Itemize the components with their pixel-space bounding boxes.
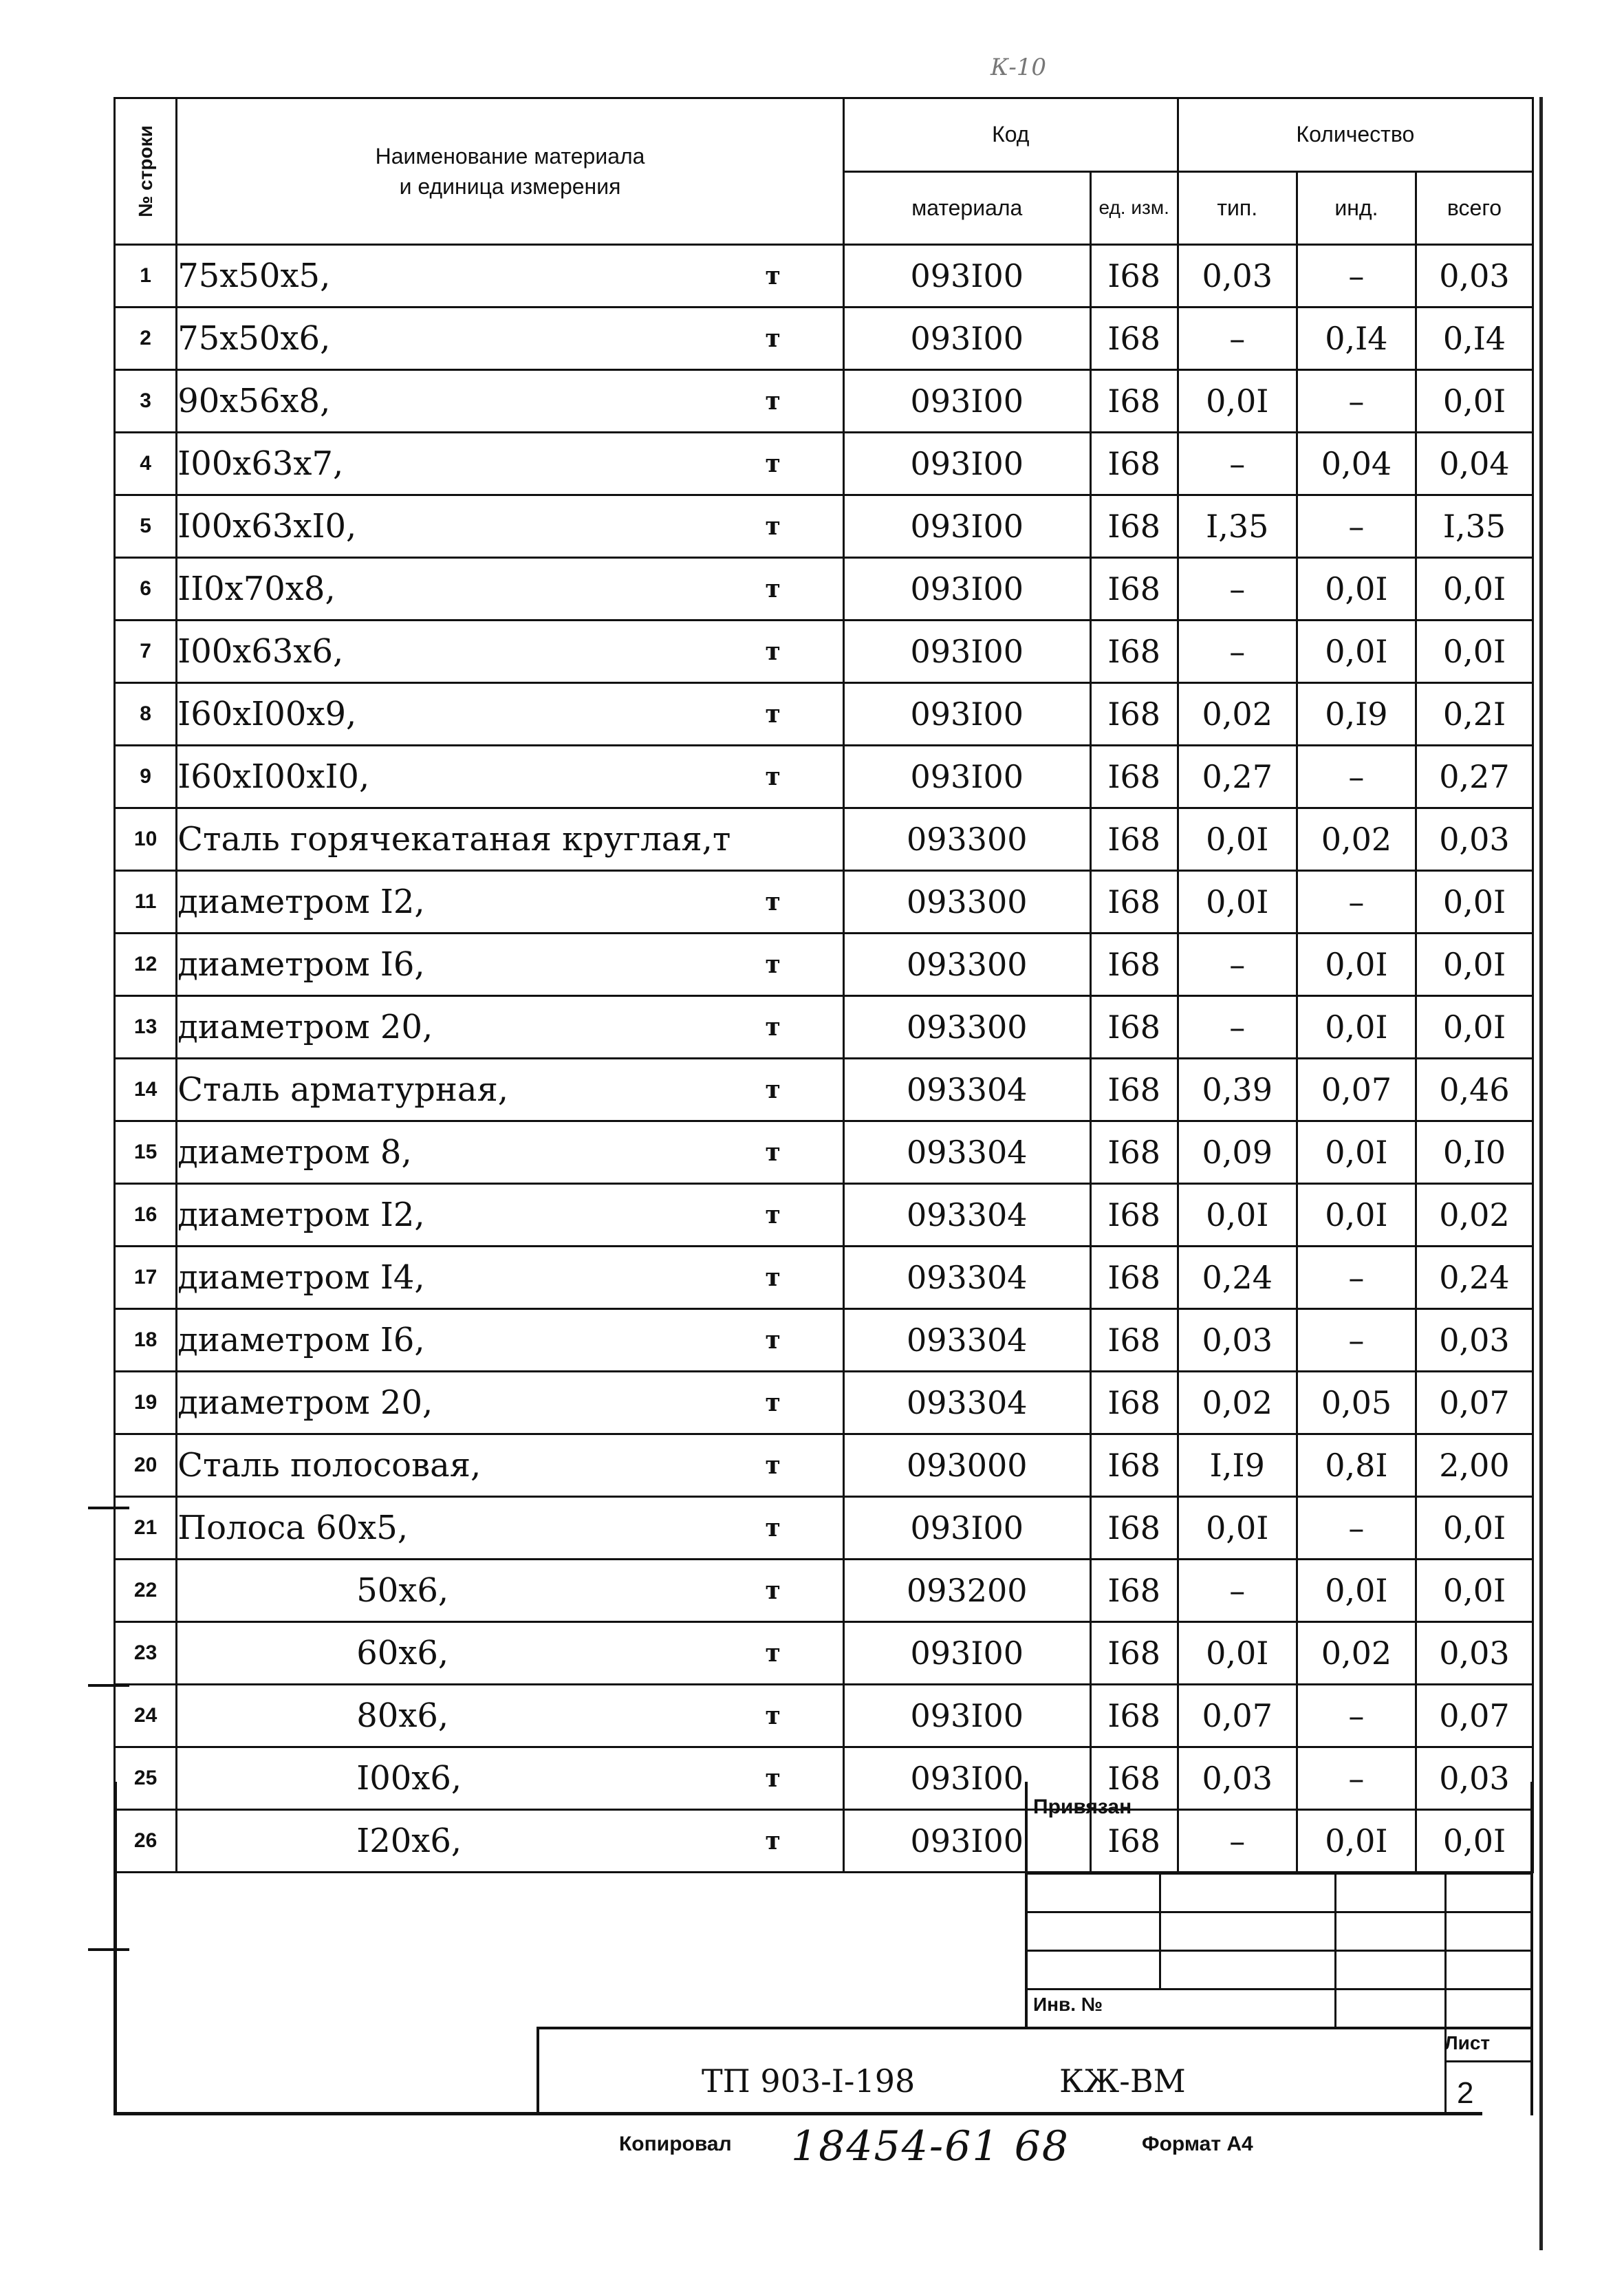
material-code: 093304 [843, 1059, 1090, 1121]
material-name-text: I60xI00x9, [177, 695, 357, 733]
sheet-label: Лист [1444, 2032, 1491, 2053]
table-row [115, 683, 1533, 746]
quantity-total: 0,27 [1416, 746, 1533, 808]
material-name [177, 808, 844, 871]
table-row [115, 370, 1533, 433]
table-row [115, 1560, 1533, 1622]
material-code: 093304 [843, 1184, 1090, 1247]
row-number: 11 [115, 871, 177, 934]
unit-code: I68 [1090, 370, 1178, 433]
quantity-typical: 0,09 [1178, 1121, 1297, 1184]
unit-code: I68 [1090, 495, 1178, 558]
quantity-individual: 0,02 [1297, 1622, 1416, 1685]
material-name [177, 495, 844, 558]
quantity-total: 0,24 [1416, 1247, 1533, 1309]
unit-mark: т [765, 1388, 781, 1417]
quantity-typical: 0,0I [1178, 370, 1297, 433]
quantity-typical: I,35 [1178, 495, 1297, 558]
document-designation: ТП 903-I-198 [702, 2062, 916, 2100]
material-name-text: I00x63x7, [177, 444, 344, 483]
material-name-text: I00x63xI0, [177, 507, 357, 546]
top-handwritten-mark: К-10 [990, 54, 1047, 81]
material-code: 093200 [843, 1560, 1090, 1622]
material-code: 093I00 [843, 558, 1090, 621]
unit-code: I68 [1090, 1622, 1178, 1685]
row-number: 20 [115, 1434, 177, 1497]
unit-mark: т [765, 261, 781, 290]
quantity-individual: 0,0I [1297, 1184, 1416, 1247]
row-number: 16 [115, 1184, 177, 1247]
quantity-typical: – [1178, 558, 1297, 621]
material-name-text: I00x63x6, [177, 632, 344, 671]
material-name-text: диаметром I4, [177, 1258, 425, 1297]
row-number: 24 [115, 1685, 177, 1747]
unit-mark: т [765, 574, 781, 603]
table-row [115, 1747, 1533, 1810]
table-row [115, 934, 1533, 996]
quantity-total: 2,00 [1416, 1434, 1533, 1497]
material-code: 093I00 [843, 1747, 1090, 1810]
unit-code: I68 [1090, 621, 1178, 683]
table-row [115, 495, 1533, 558]
unit-mark: т [765, 700, 781, 729]
unit-code: I68 [1090, 433, 1178, 495]
table-row [115, 1372, 1533, 1434]
title-block-left [537, 2027, 539, 2113]
quantity-total: 0,0I [1416, 996, 1533, 1059]
material-code: 093I00 [843, 433, 1090, 495]
material-name-text: I20x6, [356, 1822, 462, 1860]
table-row [115, 433, 1533, 495]
header-total: всего [1416, 171, 1533, 245]
material-name [177, 1434, 844, 1497]
quantity-typical: 0,27 [1178, 746, 1297, 808]
material-code: 093I00 [843, 308, 1090, 370]
table-row [115, 1434, 1533, 1497]
unit-mark: т [765, 1451, 781, 1480]
material-name-text: диаметром 20, [177, 1383, 433, 1422]
material-name-text: диаметром I6, [177, 1321, 425, 1359]
unit-mark: т [765, 887, 781, 916]
table-row [115, 1497, 1533, 1560]
quantity-individual: – [1297, 746, 1416, 808]
quantity-total: 0,0I [1416, 934, 1533, 996]
copied-by-label: Копировал [619, 2133, 732, 2155]
unit-mark: т [765, 512, 781, 541]
quantity-total: 0,I0 [1416, 1121, 1533, 1184]
row-number: 21 [115, 1497, 177, 1560]
quantity-total: 0,04 [1416, 433, 1533, 495]
frame-right [1530, 1782, 1533, 2115]
quantity-total: 0,03 [1416, 808, 1533, 871]
quantity-total: 0,03 [1416, 1747, 1533, 1810]
table-row [115, 871, 1533, 934]
unit-mark: т [765, 1013, 781, 1042]
quantity-individual: 0,0I [1297, 1810, 1416, 1873]
material-name-text: Сталь полосовая, [177, 1446, 481, 1485]
unit-code: I68 [1090, 1184, 1178, 1247]
header-unit: ед. изм. [1090, 171, 1178, 245]
table-row [115, 1184, 1533, 1247]
material-code: 093304 [843, 1247, 1090, 1309]
quantity-typical: 0,03 [1178, 245, 1297, 308]
material-name [177, 1747, 844, 1810]
quantity-individual: 0,04 [1297, 433, 1416, 495]
quantity-individual: – [1297, 1309, 1416, 1372]
material-name [177, 934, 844, 996]
material-name-text: диаметром I2, [177, 883, 425, 921]
quantity-typical: – [1178, 308, 1297, 370]
quantity-individual: – [1297, 495, 1416, 558]
format-label: Формат А4 [1142, 2133, 1253, 2155]
binding-divider [1444, 1873, 1447, 2112]
quantity-total: 0,07 [1416, 1685, 1533, 1747]
unit-mark: т [765, 762, 781, 791]
material-name-text: Сталь горячекатаная круглая,т [177, 820, 731, 859]
binding-label: Привязан [1033, 1796, 1132, 1818]
material-name [177, 1497, 844, 1560]
material-name [177, 245, 844, 308]
row-number: 18 [115, 1309, 177, 1372]
material-code: 093I00 [843, 370, 1090, 433]
material-code: 093I00 [843, 1622, 1090, 1685]
quantity-total: 0,2I [1416, 683, 1533, 746]
binding-line [1025, 1988, 1532, 1990]
material-name-text: 75x50x5, [177, 257, 331, 295]
unit-code: I68 [1090, 683, 1178, 746]
unit-mark: т [765, 324, 781, 353]
row-number: 15 [115, 1121, 177, 1184]
binding-block-left [1025, 1782, 1028, 2029]
quantity-individual: – [1297, 1747, 1416, 1810]
material-name [177, 746, 844, 808]
quantity-individual: 0,05 [1297, 1372, 1416, 1434]
quantity-typical: 0,0I [1178, 1622, 1297, 1685]
material-code: 093I00 [843, 746, 1090, 808]
sheet-divider [1444, 2060, 1533, 2062]
quantity-typical: 0,0I [1178, 1497, 1297, 1560]
material-code: 093304 [843, 1309, 1090, 1372]
unit-code: I68 [1090, 558, 1178, 621]
material-code: 093300 [843, 996, 1090, 1059]
table-row [115, 1059, 1533, 1121]
material-name-text: диаметром I2, [177, 1196, 425, 1234]
unit-mark: т [765, 1138, 781, 1167]
row-number: 1 [115, 245, 177, 308]
binding-divider [1334, 1873, 1336, 2029]
quantity-individual: – [1297, 1685, 1416, 1747]
quantity-typical: 0,02 [1178, 683, 1297, 746]
material-name [177, 871, 844, 934]
table-row [115, 245, 1533, 308]
quantity-typical: 0,03 [1178, 1309, 1297, 1372]
quantity-typical: 0,02 [1178, 1372, 1297, 1434]
material-code: 093I00 [843, 621, 1090, 683]
material-name [177, 1247, 844, 1309]
row-number: 5 [115, 495, 177, 558]
quantity-total: 0,03 [1416, 1309, 1533, 1372]
material-code: 093000 [843, 1434, 1090, 1497]
quantity-typical: 0,0I [1178, 1184, 1297, 1247]
material-name [177, 1810, 844, 1873]
material-name [177, 1560, 844, 1622]
frame-bottom [113, 2112, 1482, 2115]
row-number: 7 [115, 621, 177, 683]
quantity-individual: – [1297, 871, 1416, 934]
material-code: 093I00 [843, 245, 1090, 308]
unit-mark: т [765, 1576, 781, 1605]
row-number: 4 [115, 433, 177, 495]
quantity-total: 0,I4 [1416, 308, 1533, 370]
material-name [177, 1372, 844, 1434]
unit-code: I68 [1090, 871, 1178, 934]
binding-divider [1159, 1873, 1161, 1988]
row-number: 22 [115, 1560, 177, 1622]
material-name [177, 683, 844, 746]
material-code: 093300 [843, 871, 1090, 934]
quantity-individual: 0,8I [1297, 1434, 1416, 1497]
quantity-typical: – [1178, 433, 1297, 495]
quantity-total: 0,0I [1416, 558, 1533, 621]
material-name-text: диаметром I6, [177, 945, 425, 984]
material-code: 093I00 [843, 495, 1090, 558]
unit-code: I68 [1090, 1685, 1178, 1747]
quantity-individual: 0,0I [1297, 1121, 1416, 1184]
row-number: 9 [115, 746, 177, 808]
header-material-code: материала [843, 171, 1090, 245]
quantity-individual: 0,0I [1297, 934, 1416, 996]
material-name-text: 90x56x8, [177, 382, 331, 420]
material-name [177, 1309, 844, 1372]
drawing-code: КЖ-ВМ [1059, 2062, 1186, 2100]
material-name [177, 996, 844, 1059]
unit-mark: т [765, 1200, 781, 1229]
quantity-total: 0,03 [1416, 245, 1533, 308]
unit-code: I68 [1090, 808, 1178, 871]
material-name [177, 1184, 844, 1247]
table-row [115, 1685, 1533, 1747]
material-name-text: I00x6, [356, 1759, 462, 1798]
unit-mark: т [765, 1075, 781, 1104]
quantity-typical: 0,0I [1178, 808, 1297, 871]
material-name [177, 1685, 844, 1747]
unit-mark: т [765, 449, 781, 478]
quantity-typical: – [1178, 996, 1297, 1059]
material-name-text: диаметром 8, [177, 1133, 412, 1172]
row-number: 19 [115, 1372, 177, 1434]
unit-code: I68 [1090, 934, 1178, 996]
margin-tick [88, 1507, 129, 1509]
row-number: 6 [115, 558, 177, 621]
material-name [177, 558, 844, 621]
unit-code: I68 [1090, 1121, 1178, 1184]
material-code: 093304 [843, 1372, 1090, 1434]
quantity-total: 0,0I [1416, 1810, 1533, 1873]
quantity-typical: 0,39 [1178, 1059, 1297, 1121]
unit-mark: т [765, 1326, 781, 1355]
unit-code: I68 [1090, 1309, 1178, 1372]
material-name-text: диаметром 20, [177, 1008, 433, 1046]
quantity-individual: 0,I4 [1297, 308, 1416, 370]
quantity-individual: – [1297, 1497, 1416, 1560]
quantity-individual: – [1297, 245, 1416, 308]
inventory-label: Инв. № [1033, 1994, 1103, 2015]
unit-code: I68 [1090, 1247, 1178, 1309]
quantity-typical: 0,24 [1178, 1247, 1297, 1309]
material-name [177, 433, 844, 495]
unit-code: I68 [1090, 1372, 1178, 1434]
unit-mark: т [765, 1263, 781, 1292]
quantity-individual: – [1297, 370, 1416, 433]
quantity-total: 0,0I [1416, 1560, 1533, 1622]
quantity-typical: 0,0I [1178, 871, 1297, 934]
table-row [115, 621, 1533, 683]
quantity-total: 0,02 [1416, 1184, 1533, 1247]
header-quantity: Количество [1178, 98, 1533, 172]
unit-code: I68 [1090, 245, 1178, 308]
row-number: 12 [115, 934, 177, 996]
quantity-individual: 0,0I [1297, 558, 1416, 621]
row-number: 8 [115, 683, 177, 746]
material-name-text: Полоса 60x5, [177, 1509, 409, 1547]
table-row [115, 1121, 1533, 1184]
material-name-text: II0x70x8, [177, 570, 336, 608]
unit-mark: т [765, 1826, 781, 1855]
unit-code: I68 [1090, 1747, 1178, 1810]
unit-mark: т [765, 1513, 781, 1542]
quantity-typical: – [1178, 1560, 1297, 1622]
specification-table [113, 97, 1534, 1873]
unit-mark: т [765, 950, 781, 979]
unit-code: I68 [1090, 1810, 1178, 1873]
material-name [177, 370, 844, 433]
binding-line [1025, 1950, 1532, 1952]
quantity-typical: – [1178, 1810, 1297, 1873]
binding-line [1025, 1873, 1532, 1875]
material-name [177, 308, 844, 370]
unit-mark: т [765, 387, 781, 416]
quantity-total: I,35 [1416, 495, 1533, 558]
unit-code: I68 [1090, 1434, 1178, 1497]
row-number: 13 [115, 996, 177, 1059]
table-row [115, 558, 1533, 621]
quantity-total: 0,0I [1416, 871, 1533, 934]
unit-code: I68 [1090, 1560, 1178, 1622]
row-number: 17 [115, 1247, 177, 1309]
quantity-total: 0,0I [1416, 1497, 1533, 1560]
material-code: 093I00 [843, 683, 1090, 746]
material-name-text: 75x50x6, [177, 319, 331, 358]
material-name [177, 1622, 844, 1685]
material-code: 093300 [843, 934, 1090, 996]
quantity-individual: – [1297, 1247, 1416, 1309]
material-code: 093I00 [843, 1685, 1090, 1747]
table-row [115, 1309, 1533, 1372]
binding-line [1025, 1911, 1532, 1913]
unit-mark: т [765, 1701, 781, 1730]
quantity-total: 0,0I [1416, 621, 1533, 683]
frame-left [113, 1782, 117, 2115]
material-name [177, 621, 844, 683]
quantity-total: 0,46 [1416, 1059, 1533, 1121]
quantity-individual: 0,02 [1297, 808, 1416, 871]
header-code: Код [843, 98, 1178, 172]
table-row [115, 1810, 1533, 1873]
table-row [115, 808, 1533, 871]
header-material-name: Наименование материала и единица измерения [177, 98, 844, 245]
row-number: 14 [115, 1059, 177, 1121]
material-name-text: Сталь арматурная, [177, 1070, 508, 1109]
row-number: 25 [115, 1747, 177, 1810]
row-number: 2 [115, 308, 177, 370]
material-name [177, 1121, 844, 1184]
row-number: 3 [115, 370, 177, 433]
quantity-typical: I,I9 [1178, 1434, 1297, 1497]
material-name-text: 50x6, [356, 1571, 449, 1610]
material-name [177, 1059, 844, 1121]
unit-mark: т [765, 1764, 781, 1793]
margin-tick [88, 1684, 129, 1687]
quantity-total: 0,0I [1416, 370, 1533, 433]
header-typical: тип. [1178, 171, 1297, 245]
row-number: 26 [115, 1810, 177, 1873]
title-block-top [537, 2027, 1533, 2029]
material-name-text: 60x6, [356, 1634, 449, 1672]
outer-right-border [1539, 97, 1543, 2250]
quantity-total: 0,03 [1416, 1622, 1533, 1685]
margin-tick [88, 1948, 129, 1951]
quantity-individual: 0,0I [1297, 996, 1416, 1059]
unit-code: I68 [1090, 996, 1178, 1059]
quantity-typical: 0,03 [1178, 1747, 1297, 1810]
material-code: 093300 [843, 808, 1090, 871]
quantity-total: 0,07 [1416, 1372, 1533, 1434]
material-code: 093I00 [843, 1497, 1090, 1560]
sheet-number: 2 [1457, 2076, 1474, 2110]
quantity-typical: 0,07 [1178, 1685, 1297, 1747]
quantity-individual: 0,I9 [1297, 683, 1416, 746]
table-row [115, 1247, 1533, 1309]
material-code: 093I00 [843, 1810, 1090, 1873]
row-number: 10 [115, 808, 177, 871]
unit-code: I68 [1090, 1497, 1178, 1560]
quantity-typical: – [1178, 621, 1297, 683]
quantity-individual: 0,07 [1297, 1059, 1416, 1121]
header-row-number: № строки [115, 98, 177, 245]
unit-code: I68 [1090, 746, 1178, 808]
unit-code: I68 [1090, 308, 1178, 370]
unit-mark: т [765, 1639, 781, 1668]
table-row [115, 746, 1533, 808]
row-number: 23 [115, 1622, 177, 1685]
quantity-typical: – [1178, 934, 1297, 996]
table-row [115, 308, 1533, 370]
unit-mark: т [765, 637, 781, 666]
quantity-individual: 0,0I [1297, 1560, 1416, 1622]
table-row [115, 1622, 1533, 1685]
unit-code: I68 [1090, 1059, 1178, 1121]
table-row [115, 996, 1533, 1059]
header-individual: инд. [1297, 171, 1416, 245]
material-name-text: 80x6, [356, 1696, 449, 1735]
material-code: 093304 [843, 1121, 1090, 1184]
material-name-text: I60xI00xI0, [177, 757, 370, 796]
copy-number: 18454-61 68 [791, 2122, 1070, 2170]
quantity-individual: 0,0I [1297, 621, 1416, 683]
